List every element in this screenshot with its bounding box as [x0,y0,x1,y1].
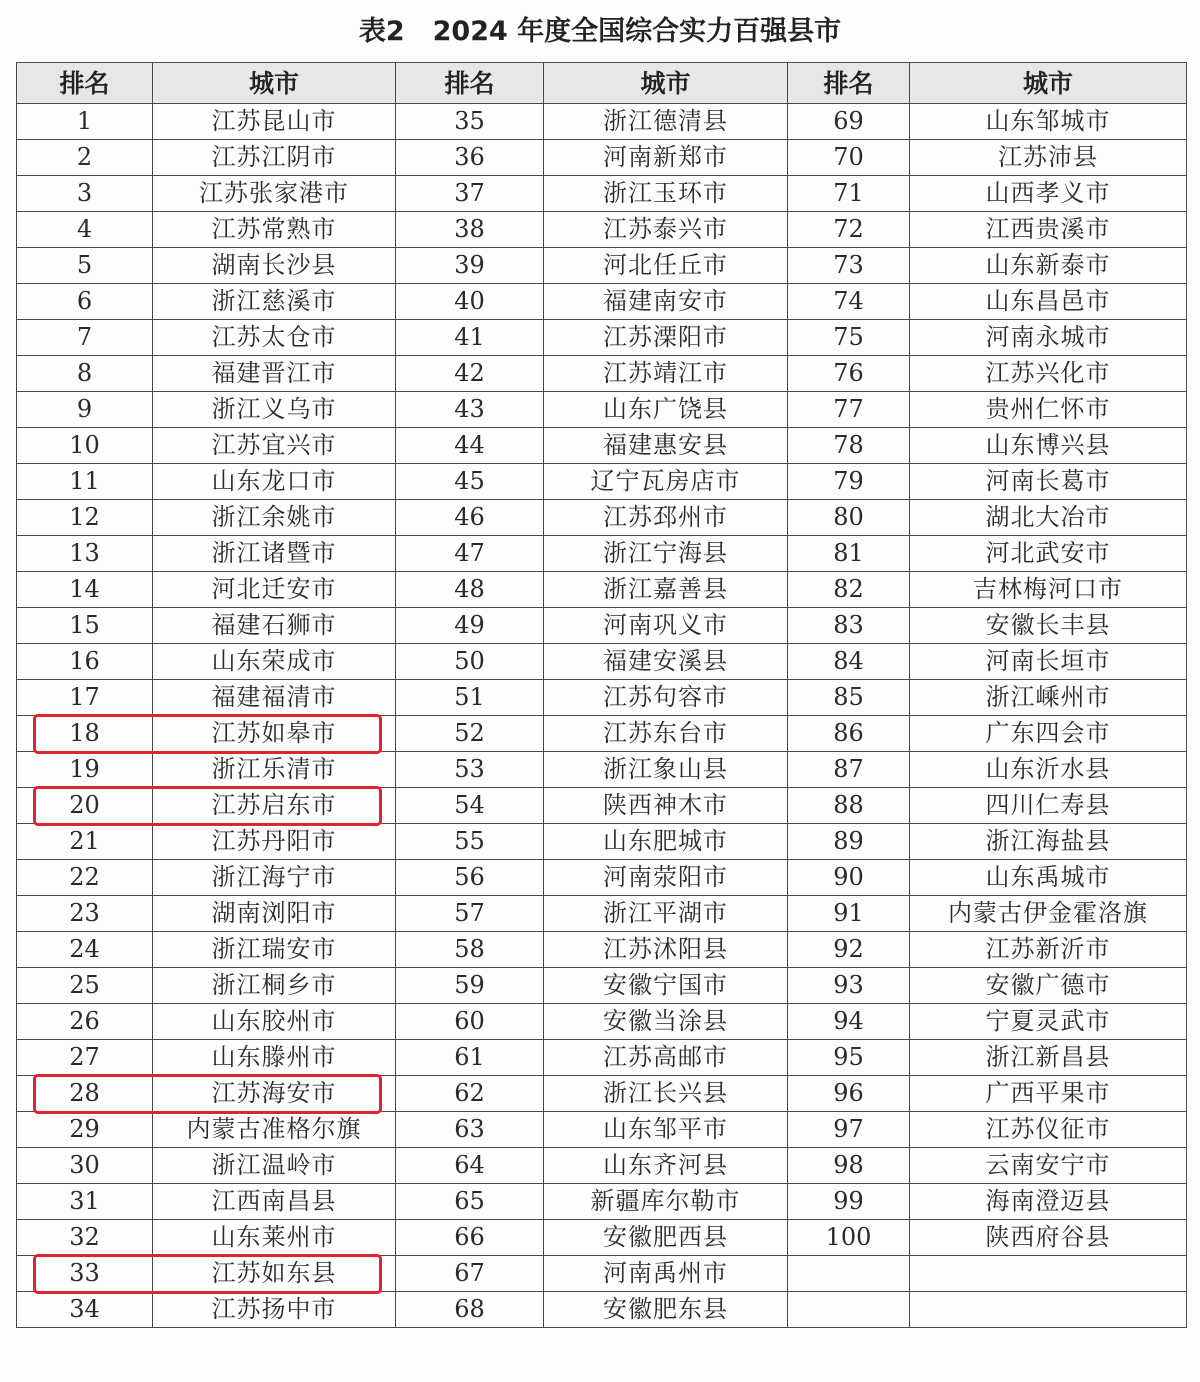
rank-cell: 52 [396,716,544,752]
city-cell: 湖北大冶市 [910,500,1187,536]
rank-cell: 9 [17,392,153,428]
city-cell: 安徽广德市 [910,968,1187,1004]
rank-cell: 65 [396,1184,544,1220]
table-row [17,1220,1187,1256]
rank-cell: 39 [396,248,544,284]
city-cell: 河南禹州市 [544,1256,788,1292]
city-cell: 浙江新昌县 [910,1040,1187,1076]
city-cell: 浙江温岭市 [153,1148,396,1184]
rank-cell: 26 [17,1004,153,1040]
city-cell: 江苏高邮市 [544,1040,788,1076]
rank-cell: 33 [17,1256,153,1292]
rank-cell: 4 [17,212,153,248]
city-cell: 江苏扬中市 [153,1292,396,1328]
city-cell: 江苏海安市 [153,1076,396,1112]
rank-cell: 77 [788,392,910,428]
rank-cell: 11 [17,464,153,500]
table-row [17,104,1187,140]
city-cell: 安徽肥东县 [544,1292,788,1328]
rank-cell: 85 [788,680,910,716]
city-cell: 河北迁安市 [153,572,396,608]
city-cell: 安徽当涂县 [544,1004,788,1040]
city-cell: 浙江诸暨市 [153,536,396,572]
rank-cell: 15 [17,608,153,644]
table-row [17,392,1187,428]
rank-cell: 63 [396,1112,544,1148]
rank-cell: 6 [17,284,153,320]
rank-cell: 37 [396,176,544,212]
city-cell: 江苏如皋市 [153,716,396,752]
rank-cell: 83 [788,608,910,644]
rank-cell: 72 [788,212,910,248]
city-cell: 河南永城市 [910,320,1187,356]
rank-cell: 7 [17,320,153,356]
city-cell: 浙江象山县 [544,752,788,788]
header-city-3: 城市 [910,63,1187,104]
city-cell: 福建惠安县 [544,428,788,464]
rank-cell: 5 [17,248,153,284]
table-row [17,140,1187,176]
rank-cell: 68 [396,1292,544,1328]
city-cell: 浙江平湖市 [544,896,788,932]
rank-cell: 28 [17,1076,153,1112]
city-cell: 湖南长沙县 [153,248,396,284]
city-cell: 江苏昆山市 [153,104,396,140]
city-cell: 江苏句容市 [544,680,788,716]
rank-cell: 34 [17,1292,153,1328]
rank-cell: 19 [17,752,153,788]
city-cell: 江苏兴化市 [910,356,1187,392]
city-cell: 江苏邳州市 [544,500,788,536]
city-cell: 河北任丘市 [544,248,788,284]
city-cell: 新疆库尔勒市 [544,1184,788,1220]
city-cell [910,1256,1187,1292]
city-cell: 河南长葛市 [910,464,1187,500]
city-cell: 山东新泰市 [910,248,1187,284]
city-cell: 安徽长丰县 [910,608,1187,644]
table-row [17,284,1187,320]
rank-cell: 24 [17,932,153,968]
city-cell: 浙江德清县 [544,104,788,140]
city-cell: 福建晋江市 [153,356,396,392]
city-cell: 浙江海盐县 [910,824,1187,860]
rank-cell: 58 [396,932,544,968]
rank-cell: 80 [788,500,910,536]
rank-cell: 96 [788,1076,910,1112]
city-cell: 四川仁寿县 [910,788,1187,824]
city-cell: 山东滕州市 [153,1040,396,1076]
city-cell: 福建安溪县 [544,644,788,680]
table-title [0,8,1200,56]
rank-cell: 67 [396,1256,544,1292]
city-cell: 江苏丹阳市 [153,824,396,860]
rank-cell: 79 [788,464,910,500]
city-cell: 山东龙口市 [153,464,396,500]
table-row [17,716,1187,752]
rank-cell: 95 [788,1040,910,1076]
rank-cell: 94 [788,1004,910,1040]
table-row [17,248,1187,284]
rank-cell: 100 [788,1220,910,1256]
table-row [17,356,1187,392]
table-row [17,824,1187,860]
table-row [17,464,1187,500]
table-row [17,212,1187,248]
table-row [17,788,1187,824]
rank-cell: 74 [788,284,910,320]
city-cell: 安徽宁国市 [544,968,788,1004]
city-cell: 江苏泰兴市 [544,212,788,248]
city-cell: 陕西府谷县 [910,1220,1187,1256]
table-row [17,1148,1187,1184]
table-row [17,1256,1187,1292]
rank-cell: 81 [788,536,910,572]
table-row [17,608,1187,644]
rank-cell: 10 [17,428,153,464]
rank-cell: 62 [396,1076,544,1112]
rank-cell: 30 [17,1148,153,1184]
city-cell: 山东莱州市 [153,1220,396,1256]
rank-cell: 16 [17,644,153,680]
city-cell: 山西孝义市 [910,176,1187,212]
table-row [17,500,1187,536]
city-cell: 浙江乐清市 [153,752,396,788]
rank-cell: 99 [788,1184,910,1220]
rank-cell: 45 [396,464,544,500]
rank-cell: 50 [396,644,544,680]
city-cell: 云南安宁市 [910,1148,1187,1184]
city-cell: 山东肥城市 [544,824,788,860]
rank-cell: 93 [788,968,910,1004]
rank-cell: 40 [396,284,544,320]
rank-cell: 18 [17,716,153,752]
rank-cell: 12 [17,500,153,536]
city-cell: 山东昌邑市 [910,284,1187,320]
city-cell: 浙江义乌市 [153,392,396,428]
city-cell: 江苏如东县 [153,1256,396,1292]
rank-cell: 49 [396,608,544,644]
city-cell: 江苏东台市 [544,716,788,752]
rank-cell: 44 [396,428,544,464]
table-row [17,1076,1187,1112]
rank-cell: 73 [788,248,910,284]
rank-cell: 98 [788,1148,910,1184]
rank-cell: 22 [17,860,153,896]
rank-cell: 27 [17,1040,153,1076]
city-cell: 江苏新沂市 [910,932,1187,968]
table-row [17,644,1187,680]
rank-cell: 41 [396,320,544,356]
rank-cell: 14 [17,572,153,608]
table-row [17,176,1187,212]
rank-cell: 92 [788,932,910,968]
table-row [17,752,1187,788]
table-row [17,680,1187,716]
rank-cell: 23 [17,896,153,932]
rank-cell: 47 [396,536,544,572]
city-cell: 江苏宜兴市 [153,428,396,464]
rank-cell: 21 [17,824,153,860]
city-cell: 浙江海宁市 [153,860,396,896]
city-cell: 江苏张家港市 [153,176,396,212]
city-cell: 浙江余姚市 [153,500,396,536]
rank-cell: 56 [396,860,544,896]
city-cell: 贵州仁怀市 [910,392,1187,428]
rank-cell: 87 [788,752,910,788]
city-cell: 江苏仪征市 [910,1112,1187,1148]
city-cell: 福建石狮市 [153,608,396,644]
city-cell: 山东邹城市 [910,104,1187,140]
rank-cell: 97 [788,1112,910,1148]
city-cell: 山东荣成市 [153,644,396,680]
rank-cell: 66 [396,1220,544,1256]
ranking-table [16,62,1187,1328]
city-cell: 山东沂水县 [910,752,1187,788]
rank-cell: 90 [788,860,910,896]
city-cell: 浙江慈溪市 [153,284,396,320]
rank-cell: 1 [17,104,153,140]
table-row [17,1292,1187,1328]
city-cell: 河南巩义市 [544,608,788,644]
rank-cell: 25 [17,968,153,1004]
rank-cell: 42 [396,356,544,392]
header-rank-1: 排名 [17,63,153,104]
city-cell: 安徽肥西县 [544,1220,788,1256]
table-row [17,968,1187,1004]
header-rank-2: 排名 [396,63,544,104]
table-row [17,860,1187,896]
city-cell: 宁夏灵武市 [910,1004,1187,1040]
rank-cell: 88 [788,788,910,824]
city-cell: 江苏沭阳县 [544,932,788,968]
rank-cell: 8 [17,356,153,392]
rank-cell: 59 [396,968,544,1004]
rank-cell: 20 [17,788,153,824]
city-cell: 内蒙古伊金霍洛旗 [910,896,1187,932]
city-cell: 福建福清市 [153,680,396,716]
city-cell: 浙江瑞安市 [153,932,396,968]
city-cell: 河南荥阳市 [544,860,788,896]
rank-cell: 43 [396,392,544,428]
table-label: 表2 [358,16,405,47]
rank-cell: 51 [396,680,544,716]
rank-cell: 57 [396,896,544,932]
city-cell: 山东胶州市 [153,1004,396,1040]
rank-cell: 13 [17,536,153,572]
city-cell: 广东四会市 [910,716,1187,752]
city-cell: 浙江宁海县 [544,536,788,572]
city-cell: 陕西神木市 [544,788,788,824]
rank-cell: 46 [396,500,544,536]
table-row [17,896,1187,932]
city-cell: 河南长垣市 [910,644,1187,680]
city-cell: 福建南安市 [544,284,788,320]
rank-cell: 36 [396,140,544,176]
table-row [17,572,1187,608]
rank-cell: 70 [788,140,910,176]
rank-cell: 84 [788,644,910,680]
city-cell: 山东邹平市 [544,1112,788,1148]
table-row [17,1004,1187,1040]
rank-cell: 61 [396,1040,544,1076]
rank-cell: 35 [396,104,544,140]
table-title-text: 2024 年度全国综合实力百强县市 [432,16,842,47]
city-cell: 内蒙古准格尔旗 [153,1112,396,1148]
rank-cell: 60 [396,1004,544,1040]
rank-cell: 78 [788,428,910,464]
header-city-2: 城市 [544,63,788,104]
rank-cell: 69 [788,104,910,140]
rank-cell: 86 [788,716,910,752]
city-cell: 辽宁瓦房店市 [544,464,788,500]
rank-cell: 64 [396,1148,544,1184]
city-cell: 广西平果市 [910,1076,1187,1112]
rank-cell: 71 [788,176,910,212]
city-cell: 河北武安市 [910,536,1187,572]
table-row [17,536,1187,572]
rank-cell: 29 [17,1112,153,1148]
rank-cell: 75 [788,320,910,356]
header-rank-3: 排名 [788,63,910,104]
city-cell: 江苏江阴市 [153,140,396,176]
table-row [17,932,1187,968]
table-row [17,428,1187,464]
city-cell: 江苏启东市 [153,788,396,824]
rank-cell: 32 [17,1220,153,1256]
table-row [17,1184,1187,1220]
header-city-1: 城市 [153,63,396,104]
city-cell: 山东禹城市 [910,860,1187,896]
rank-cell: 89 [788,824,910,860]
rank-cell [788,1292,910,1328]
header-row [17,63,1187,104]
city-cell: 江苏常熟市 [153,212,396,248]
rank-cell: 3 [17,176,153,212]
rank-cell: 38 [396,212,544,248]
city-cell: 浙江嘉善县 [544,572,788,608]
city-cell: 吉林梅河口市 [910,572,1187,608]
city-cell: 江苏靖江市 [544,356,788,392]
rank-cell: 48 [396,572,544,608]
table-row [17,320,1187,356]
rank-cell: 82 [788,572,910,608]
city-cell: 湖南浏阳市 [153,896,396,932]
city-cell: 江西南昌县 [153,1184,396,1220]
rank-cell [788,1256,910,1292]
city-cell: 浙江玉环市 [544,176,788,212]
city-cell [910,1292,1187,1328]
rank-cell: 53 [396,752,544,788]
city-cell: 江苏沛县 [910,140,1187,176]
city-cell: 江苏溧阳市 [544,320,788,356]
city-cell: 山东齐河县 [544,1148,788,1184]
rank-cell: 31 [17,1184,153,1220]
rank-cell: 54 [396,788,544,824]
rank-cell: 55 [396,824,544,860]
rank-cell: 76 [788,356,910,392]
city-cell: 浙江嵊州市 [910,680,1187,716]
city-cell: 江苏太仓市 [153,320,396,356]
city-cell: 海南澄迈县 [910,1184,1187,1220]
rank-cell: 17 [17,680,153,716]
city-cell: 山东博兴县 [910,428,1187,464]
table-row [17,1112,1187,1148]
table-row [17,1040,1187,1076]
city-cell: 河南新郑市 [544,140,788,176]
rank-cell: 2 [17,140,153,176]
city-cell: 浙江长兴县 [544,1076,788,1112]
city-cell: 浙江桐乡市 [153,968,396,1004]
city-cell: 山东广饶县 [544,392,788,428]
rank-cell: 91 [788,896,910,932]
city-cell: 江西贵溪市 [910,212,1187,248]
